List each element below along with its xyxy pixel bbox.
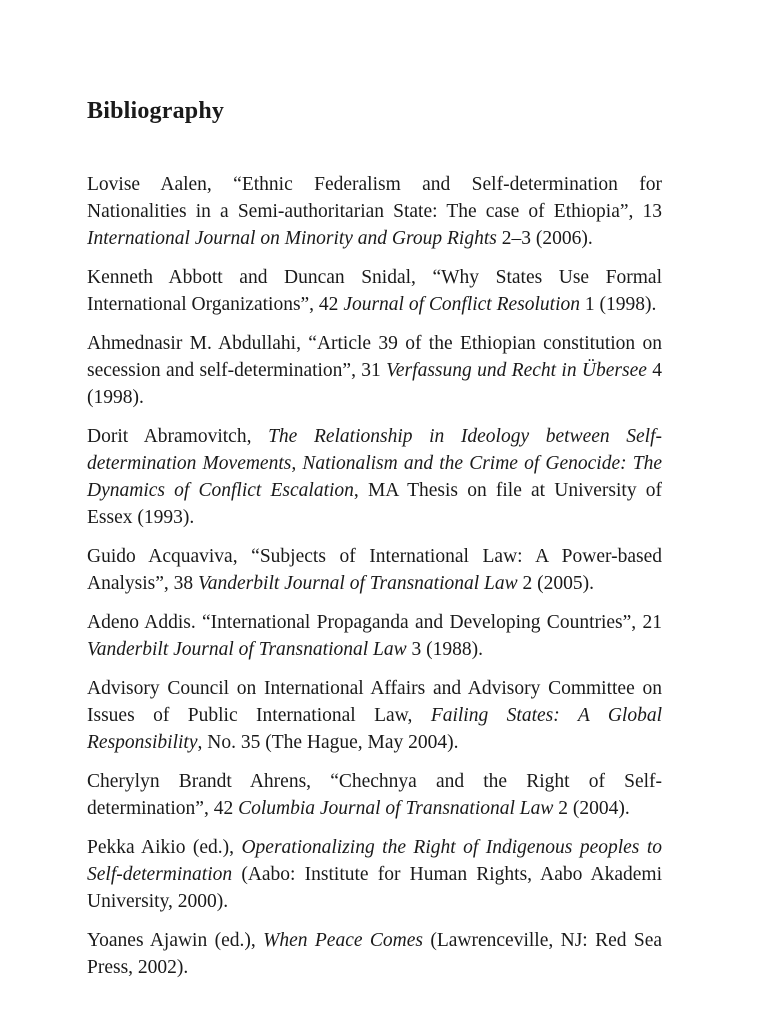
bibliography-entry [87, 171, 662, 252]
entry-text: Pekka Aikio (ed.), [87, 837, 242, 858]
entry-text: 1 (1998). [580, 294, 657, 315]
entry-text: Dorit Abramovitch, [87, 426, 269, 447]
bibliography-entry [87, 768, 662, 822]
entry-text: Adeno Addis. “International Propaganda and Developing Countries”, 21 [87, 612, 662, 633]
entry-italic-title: When Peace Comes [263, 930, 423, 951]
entry-text: 2 (2005). [517, 573, 595, 594]
entry-text: , No. 35 (The Hague, May 2004). [197, 732, 459, 753]
entry-text: 4 (1998). [87, 360, 662, 408]
entry-text: 2–3 (2006). [496, 228, 593, 249]
entry-italic-title: Journal of Conflict Resolution [343, 294, 581, 315]
entry-text: (Aabo: Institute for Human Rights, Aabo Akademi University, 2000). [87, 864, 662, 912]
entry-text: (Lawrenceville, NJ: Red Sea Press, 2002). [87, 930, 663, 978]
entry-text: Cherylyn Brandt Ahrens, “Chechnya and the Right of Self-determination”, 42 [87, 771, 662, 819]
entry-text: 3 (1988). [406, 639, 484, 660]
bibliography-entry [87, 834, 662, 915]
entry-text: Guido Acquaviva, “Subjects of International Law: A Power-based Analysis”, 38 [87, 546, 662, 594]
entry-text: Advisory Council on International Affairs and Advisory Committee on Issues of Public International Law, [87, 678, 662, 726]
page-title: Bibliography [87, 98, 225, 124]
entry-italic-title: Failing States: A Global Responsibility [87, 705, 662, 753]
bibliography-entry [87, 927, 662, 981]
bibliography-entry [87, 609, 662, 663]
entry-italic-title: Verfassung und Recht in Übersee [386, 360, 647, 381]
entry-italic-title: Vanderbilt Journal of Transnational Law [198, 573, 518, 594]
bibliography-list [87, 171, 662, 993]
entry-text: 2 (2004). [553, 798, 630, 819]
entry-text: Lovise Aalen, “Ethnic Federalism and Self-determination for Nationalities in a Semi-authoritarian State: The case of Ethiopia”, 13 [87, 174, 662, 222]
entry-text: Ahmednasir M. Abdullahi, “Article 39 of the Ethiopian constitution on secession and self-determination”, 31 [87, 333, 662, 381]
entry-italic-title: Vanderbilt Journal of Transnational Law [87, 639, 407, 660]
bibliography-entry [87, 330, 662, 411]
bibliography-entry [87, 264, 662, 318]
entry-italic-title: The Relationship in Ideology between Self-determination Movements, Nationalism and the Crime of Genocide: The Dynamics of Conflict Escalation [87, 426, 662, 501]
entry-italic-title: Operationalizing the Right of Indigenous peoples to Self-determination [87, 837, 662, 885]
entry-text: Yoanes Ajawin (ed.), [87, 930, 264, 951]
entry-italic-title: Columbia Journal of Transnational Law [238, 798, 554, 819]
bibliography-entry [87, 423, 662, 531]
bibliography-entry [87, 543, 662, 597]
entry-text: , MA Thesis on file at University of Essex (1993). [87, 480, 663, 528]
entry-italic-title: International Journal on Minority and Group Rights [87, 228, 497, 249]
bibliography-entry [87, 675, 662, 756]
entry-text: Kenneth Abbott and Duncan Snidal, “Why States Use Formal International Organizations”, 42 [87, 267, 662, 315]
